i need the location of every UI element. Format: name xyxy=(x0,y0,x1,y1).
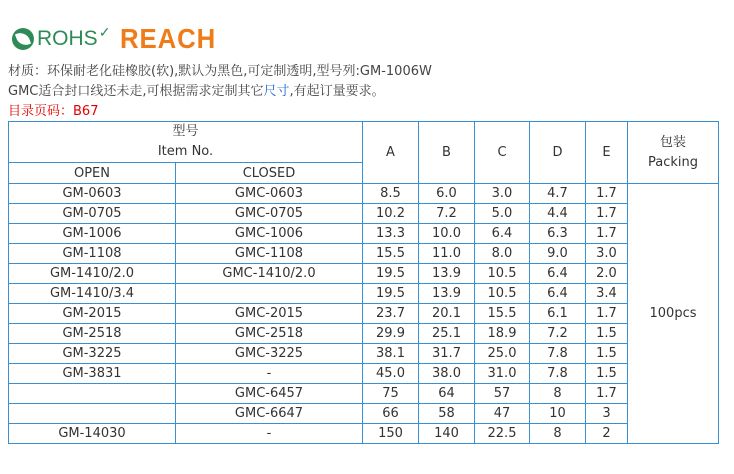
a-cell: 10.2 xyxy=(363,204,419,224)
table-row xyxy=(9,304,719,324)
col-e-header: E xyxy=(586,122,628,184)
table-row xyxy=(9,264,719,284)
open-cell: GM-3831 xyxy=(9,364,176,384)
table-row xyxy=(9,324,719,344)
table-row xyxy=(9,404,719,424)
e-cell: 1.7 xyxy=(586,384,628,404)
check-icon: ✓ xyxy=(98,23,111,40)
c-cell: 10.5 xyxy=(475,264,530,284)
c-cell: 47 xyxy=(475,404,530,424)
b-cell: 31.7 xyxy=(419,344,475,364)
packing-header xyxy=(628,122,719,184)
table-row xyxy=(9,424,719,444)
a-cell: 150 xyxy=(363,424,419,444)
c-cell: 6.4 xyxy=(475,224,530,244)
custom-note-tail: ,有起订量要求。 xyxy=(289,84,385,99)
closed-cell: GMC-1410/2.0 xyxy=(176,264,363,284)
b-cell: 64 xyxy=(419,384,475,404)
open-cell: GM-14030 xyxy=(9,424,176,444)
c-cell: 15.5 xyxy=(475,304,530,324)
open-cell: GM-3225 xyxy=(9,344,176,364)
custom-note xyxy=(8,80,385,99)
d-cell: 6.3 xyxy=(530,224,586,244)
b-cell: 6.0 xyxy=(419,184,475,204)
closed-cell: GMC-3225 xyxy=(176,344,363,364)
e-cell: 1.5 xyxy=(586,324,628,344)
a-cell: 23.7 xyxy=(363,304,419,324)
closed-cell xyxy=(176,284,363,304)
c-cell: 8.0 xyxy=(475,244,530,264)
col-d-header: D xyxy=(530,122,586,184)
table-row xyxy=(9,364,719,384)
open-cell: GM-1410/2.0 xyxy=(9,264,176,284)
b-cell: 10.0 xyxy=(419,224,475,244)
item-no-header-en: Item No. xyxy=(157,144,214,159)
e-cell: 1.7 xyxy=(586,204,628,224)
closed-cell: GMC-2015 xyxy=(176,304,363,324)
closed-cell: GMC-6457 xyxy=(176,384,363,404)
reach-logo: REACH xyxy=(120,23,217,54)
closed-cell: - xyxy=(176,424,363,444)
open-header: OPEN xyxy=(9,163,176,184)
rohs-logo xyxy=(12,23,111,51)
b-cell: 13.9 xyxy=(419,264,475,284)
a-cell: 19.5 xyxy=(363,284,419,304)
c-cell: 10.5 xyxy=(475,284,530,304)
custom-note-text: GMC适合封口线还未走,可根据需求定制其它 xyxy=(8,84,264,99)
col-c-header: C xyxy=(475,122,530,184)
rohs-logo-text: ROHS xyxy=(37,27,98,50)
table-row xyxy=(9,344,719,364)
b-cell: 25.1 xyxy=(419,324,475,344)
closed-header: CLOSED xyxy=(176,163,363,184)
table-row xyxy=(9,204,719,224)
c-cell: 31.0 xyxy=(475,364,530,384)
e-cell: 3.0 xyxy=(586,244,628,264)
e-cell: 2 xyxy=(586,424,628,444)
c-cell: 22.5 xyxy=(475,424,530,444)
d-cell: 4.4 xyxy=(530,204,586,224)
b-cell: 20.1 xyxy=(419,304,475,324)
d-cell: 6.1 xyxy=(530,304,586,324)
d-cell: 7.8 xyxy=(530,344,586,364)
e-cell: 1.7 xyxy=(586,224,628,244)
open-cell: GM-1006 xyxy=(9,224,176,244)
d-cell: 6.4 xyxy=(530,264,586,284)
b-cell: 11.0 xyxy=(419,244,475,264)
open-cell: GM-2518 xyxy=(9,324,176,344)
a-cell: 45.0 xyxy=(363,364,419,384)
e-cell: 1.7 xyxy=(586,304,628,324)
open-cell: GM-1410/3.4 xyxy=(9,284,176,304)
item-no-header xyxy=(9,122,363,163)
table-row xyxy=(9,184,719,204)
d-cell: 8 xyxy=(530,384,586,404)
closed-cell: GMC-0705 xyxy=(176,204,363,224)
c-cell: 57 xyxy=(475,384,530,404)
b-cell: 7.2 xyxy=(419,204,475,224)
a-cell: 8.5 xyxy=(363,184,419,204)
a-cell: 66 xyxy=(363,404,419,424)
d-cell: 7.8 xyxy=(530,364,586,384)
a-cell: 13.3 xyxy=(363,224,419,244)
closed-cell: GMC-2518 xyxy=(176,324,363,344)
table-row xyxy=(9,284,719,304)
e-cell: 2.0 xyxy=(586,264,628,284)
table-row xyxy=(9,384,719,404)
closed-cell: GMC-6647 xyxy=(176,404,363,424)
e-cell: 1.5 xyxy=(586,364,628,384)
c-cell: 25.0 xyxy=(475,344,530,364)
rohs-leaf-icon xyxy=(12,28,34,50)
packing-header-en: Packing xyxy=(647,154,698,170)
certification-logos xyxy=(12,22,225,56)
b-cell: 13.9 xyxy=(419,284,475,304)
a-cell: 19.5 xyxy=(363,264,419,284)
d-cell: 9.0 xyxy=(530,244,586,264)
packing-cell: 100pcs xyxy=(628,184,719,444)
open-cell: GM-0603 xyxy=(9,184,176,204)
material-description: 材质：环保耐老化硅橡胶(软),默认为黑色,可定制透明,型号列:GM-1006W xyxy=(8,64,432,79)
product-spec-table xyxy=(8,121,719,444)
c-cell: 5.0 xyxy=(475,204,530,224)
closed-cell: - xyxy=(176,364,363,384)
closed-cell: GMC-0603 xyxy=(176,184,363,204)
open-cell: GM-0705 xyxy=(9,204,176,224)
c-cell: 3.0 xyxy=(475,184,530,204)
d-cell: 8 xyxy=(530,424,586,444)
a-cell: 75 xyxy=(363,384,419,404)
open-cell xyxy=(9,404,176,424)
a-cell: 15.5 xyxy=(363,244,419,264)
closed-cell: GMC-1006 xyxy=(176,224,363,244)
size-link[interactable]: 尺寸 xyxy=(263,84,290,99)
d-cell: 6.4 xyxy=(530,284,586,304)
item-no-header-cn: 型号 xyxy=(172,124,199,139)
e-cell: 3 xyxy=(586,404,628,424)
e-cell: 1.7 xyxy=(586,184,628,204)
e-cell: 1.5 xyxy=(586,344,628,364)
open-cell: GM-2015 xyxy=(9,304,176,324)
e-cell: 3.4 xyxy=(586,284,628,304)
packing-header-cn: 包装 xyxy=(659,134,686,150)
col-b-header: B xyxy=(419,122,475,184)
table-row xyxy=(9,244,719,264)
open-cell xyxy=(9,384,176,404)
a-cell: 38.1 xyxy=(363,344,419,364)
col-a-header: A xyxy=(363,122,419,184)
b-cell: 58 xyxy=(419,404,475,424)
open-cell: GM-1108 xyxy=(9,244,176,264)
d-cell: 10 xyxy=(530,404,586,424)
closed-cell: GMC-1108 xyxy=(176,244,363,264)
b-cell: 38.0 xyxy=(419,364,475,384)
catalog-page: 目录页码：B67 xyxy=(8,104,99,119)
d-cell: 4.7 xyxy=(530,184,586,204)
c-cell: 18.9 xyxy=(475,324,530,344)
table-row xyxy=(9,224,719,244)
d-cell: 7.2 xyxy=(530,324,586,344)
b-cell: 140 xyxy=(419,424,475,444)
table-header-row xyxy=(9,122,719,163)
a-cell: 29.9 xyxy=(363,324,419,344)
